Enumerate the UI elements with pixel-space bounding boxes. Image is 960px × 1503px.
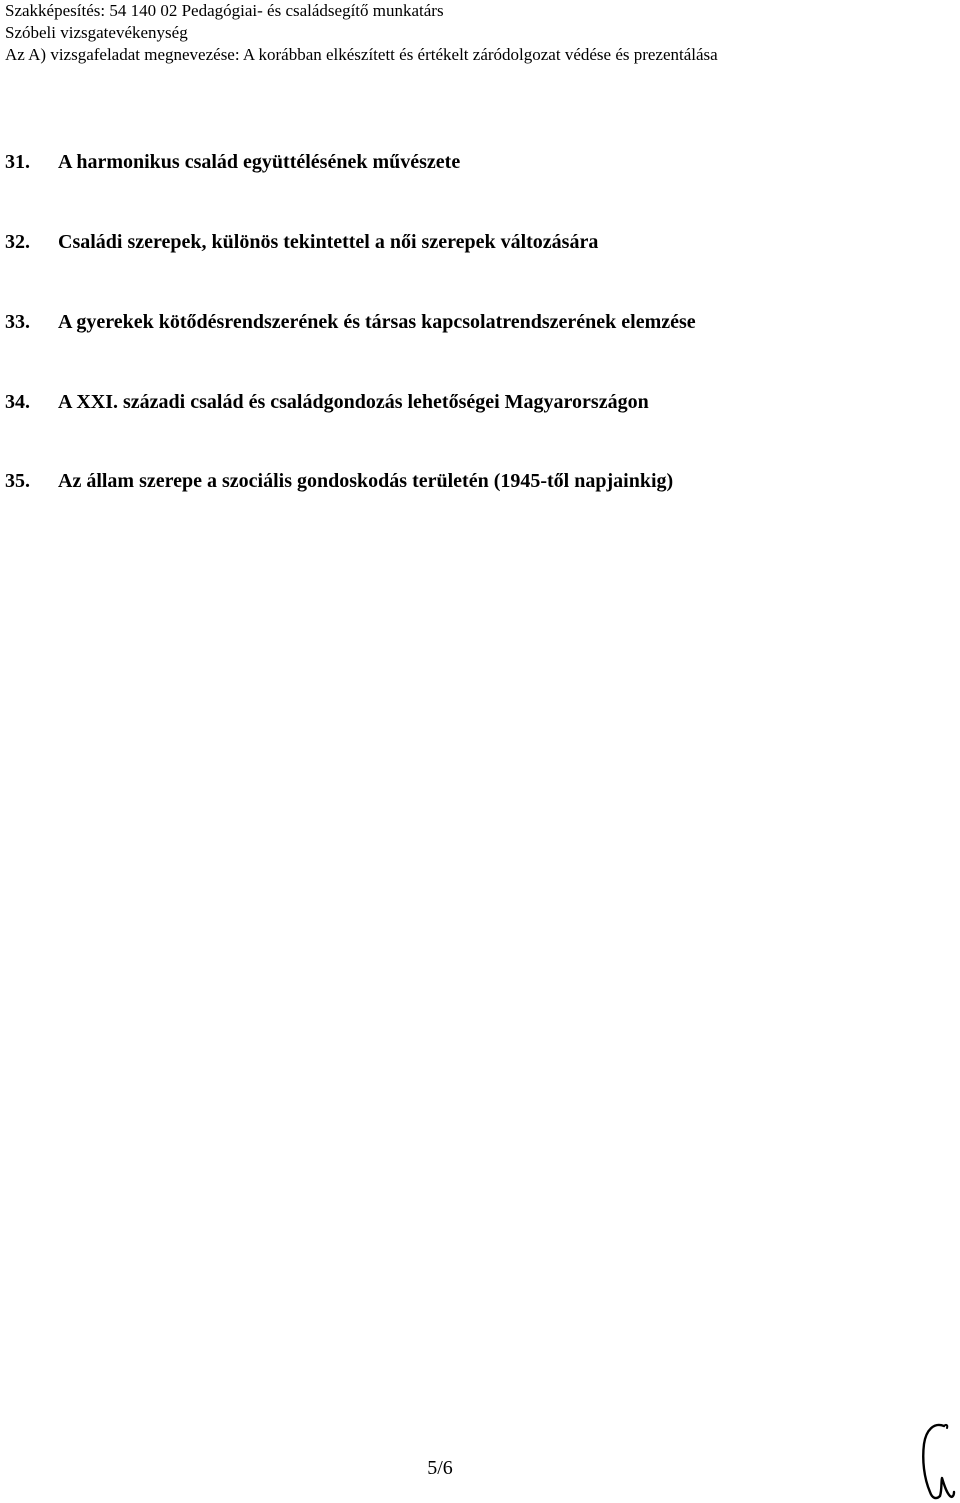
topic-item [5, 310, 696, 334]
topic-title: Az állam szerepe a szociális gondoskodás területén (1945-től napjainkig) [58, 470, 674, 492]
topic-number: 32. [5, 231, 30, 253]
topic-title: Családi szerepek, különös tekintettel a női szerepek változására [58, 231, 599, 253]
topic-number: 34. [5, 391, 30, 413]
topic-number: 31. [5, 151, 30, 173]
topic-title: A gyerekek kötődésrendszerének és társas kapcsolatrendszerének elemzése [58, 311, 696, 333]
topic-item [5, 230, 598, 254]
topic-item [5, 150, 460, 174]
topic-number: 33. [5, 311, 30, 333]
page-number: 5/6 [427, 1457, 453, 1479]
signature-initial [918, 1420, 956, 1502]
topic-title: A harmonikus család együttélésének művészete [58, 151, 461, 173]
topic-title: A XXI. századi család és családgondozás lehetőségei Magyarországon [58, 391, 649, 413]
topic-item [5, 469, 673, 493]
topic-number: 35. [5, 470, 30, 492]
document-header [5, 0, 955, 66]
topic-item [5, 390, 649, 414]
header-exam-type: Szóbeli vizsgatevékenység [5, 23, 188, 42]
header-task-name: Az A) vizsgafeladat megnevezése: A korábban elkészített és értékelt záródolgozat védése és prezentálása [5, 45, 718, 64]
header-qualification: Szakképesítés: 54 140 02 Pedagógiai- és családsegítő munkatárs [5, 1, 444, 20]
